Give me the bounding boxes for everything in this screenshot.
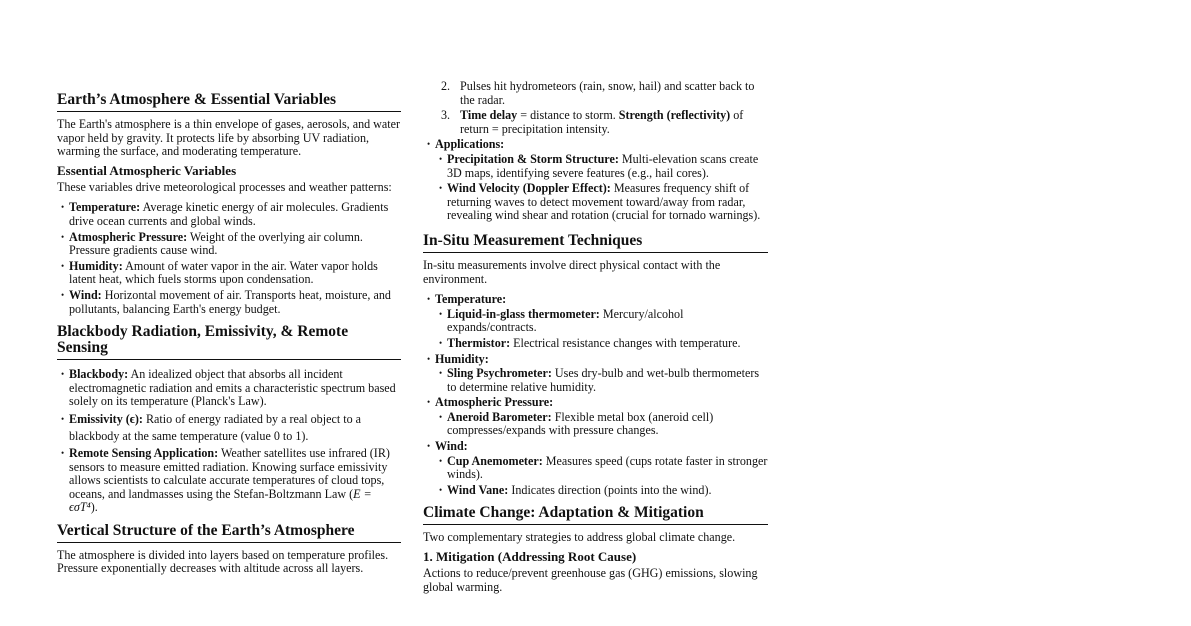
list-item: • Liquid-in-glass thermometer: Mercury/alcohol expands/contracts.: [435, 308, 768, 335]
section-title: Climate Change: Adaptation & Mitigation: [423, 505, 768, 525]
section-climate-change: [423, 505, 768, 594]
list-item: • Cup Anemometer: Measures speed (cups rotate faster in stronger winds).: [435, 455, 768, 482]
list-item: • Wind Vane: Indicates direction (points into the wind).: [435, 484, 768, 498]
list-item: 3. Time delay = distance to storm. Strength (reflectivity) of return = precipitation intensity.: [441, 108, 744, 136]
radar-steps-list: [423, 80, 768, 136]
blackbody-list: [57, 368, 401, 515]
subsection-intro: Actions to reduce/prevent greenhouse gas (GHG) emissions, slowing global warming.: [423, 566, 758, 594]
list-item: • Emissivity (ϵ): Ratio of energy radiated by a real object to a blackbody at the same temperature (value 0 to 1).: [57, 411, 401, 445]
applications-list: [423, 138, 768, 223]
right-column: [423, 80, 768, 602]
section-in-situ: [423, 233, 768, 498]
list-item: • Humidity: Amount of water vapor in the air. Water vapor holds latent heat, which fuels storms upon condensation.: [57, 260, 401, 287]
list-item: • Wind Velocity (Doppler Effect): Measures frequency shift of returning waves to detect movement toward/away from radar, revealing wind shear and rotation (crucial for tornado warnings).: [435, 182, 768, 223]
subsection-title: Essential Atmospheric Variables: [57, 162, 237, 178]
section-intro: Two complementary strategies to address global climate change.: [423, 530, 736, 545]
list-item: • Blackbody: An idealized object that absorbs all incident electromagnetic radiation and emits a characteristic spectrum based solely on its temperature (Planck's Law).: [57, 368, 401, 409]
list-item: • Precipitation & Storm Structure: Multi-elevation scans create 3D maps, identifying severe features (e.g., hail cores).: [435, 153, 768, 180]
list-item: • Temperature: • Liquid-in-glass thermometer: Mercury/alcohol expands/contracts. • Thermistor: Electrical resistance changes with temperature.: [423, 293, 768, 350]
list-item: • Remote Sensing Application: Weather satellites use infrared (IR) sensors to measure emitted radiation. Knowing surface emissivity allows scientists to calculate accurate temperatures of cloud tops, oceans, and landmasses using the Stefan-Boltzmann Law (E = ϵσT⁴).: [57, 447, 401, 515]
list-item: • Applications: • Precipitation & Storm Structure: Multi-elevation scans create 3D maps, identifying severe features (e.g., hail cores). • Wind Velocity (Doppler Effect): Measures frequency shift of returning waves to detect movement toward/away from radar, revealing wind shear and rotation (crucial for tornado warnings).: [423, 138, 768, 223]
list-item: • Temperature: Average kinetic energy of air molecules. Gradients drive ocean currents and global winds.: [57, 201, 401, 228]
list-item: • Thermistor: Electrical resistance changes with temperature.: [435, 337, 768, 351]
variables-list: [57, 201, 401, 316]
list-item: • Atmospheric Pressure: • Aneroid Barometer: Flexible metal box (aneroid cell) compresses/expands with pressure changes.: [423, 396, 768, 438]
section-title: Vertical Structure of the Earth’s Atmosphere: [57, 523, 401, 543]
list-item: • Wind: Horizontal movement of air. Transports heat, moisture, and pollutants, balancing Earth's energy budget.: [57, 289, 401, 316]
list-item: • Wind: • Cup Anemometer: Measures speed (cups rotate faster in stronger winds). • Wind Vane: Indicates direction (points into the wind).: [423, 440, 768, 497]
section-title: Earth’s Atmosphere & Essential Variables: [57, 92, 401, 112]
subsection-title: 1. Mitigation (Addressing Root Cause): [423, 549, 637, 565]
section-title: In-Situ Measurement Techniques: [423, 233, 768, 253]
list-item: • Aneroid Barometer: Flexible metal box (aneroid cell) compresses/expands with pressure changes.: [435, 411, 768, 438]
stefan-boltzmann-formula: E = ϵσT⁴: [69, 486, 372, 515]
section-blackbody: [57, 324, 401, 515]
section-vertical-structure: [57, 523, 401, 576]
in-situ-list: [423, 293, 768, 497]
section-intro: The atmosphere is divided into layers based on temperature profiles. Pressure exponentially decreases with altitude across all layers.: [57, 547, 389, 576]
section-intro: The Earth's atmosphere is a thin envelope of gases, aerosols, and water vapor held by gravity. It protects life by absorbing UV radiation, warming the surface, and moderating temperature.: [57, 117, 401, 159]
list-item: • Humidity: • Sling Psychrometer: Uses dry-bulb and wet-bulb thermometers to determine relative humidity.: [423, 353, 768, 395]
section-atmosphere: [57, 92, 401, 316]
list-item: • Atmospheric Pressure: Weight of the overlying air column. Pressure gradients cause wind.: [57, 231, 401, 258]
list-item: 2. Pulses hit hydrometeors (rain, snow, hail) and scatter back to the radar.: [441, 79, 755, 107]
section-intro: In-situ measurements involve direct physical contact with the environment.: [423, 257, 721, 286]
list-item: • Sling Psychrometer: Uses dry-bulb and wet-bulb thermometers to determine relative humidity.: [435, 367, 768, 394]
section-title: Blackbody Radiation, Emissivity, & Remote Sensing: [57, 324, 401, 360]
subsection-intro: These variables drive meteorological processes and weather patterns:: [57, 179, 392, 194]
left-column: [57, 92, 401, 584]
